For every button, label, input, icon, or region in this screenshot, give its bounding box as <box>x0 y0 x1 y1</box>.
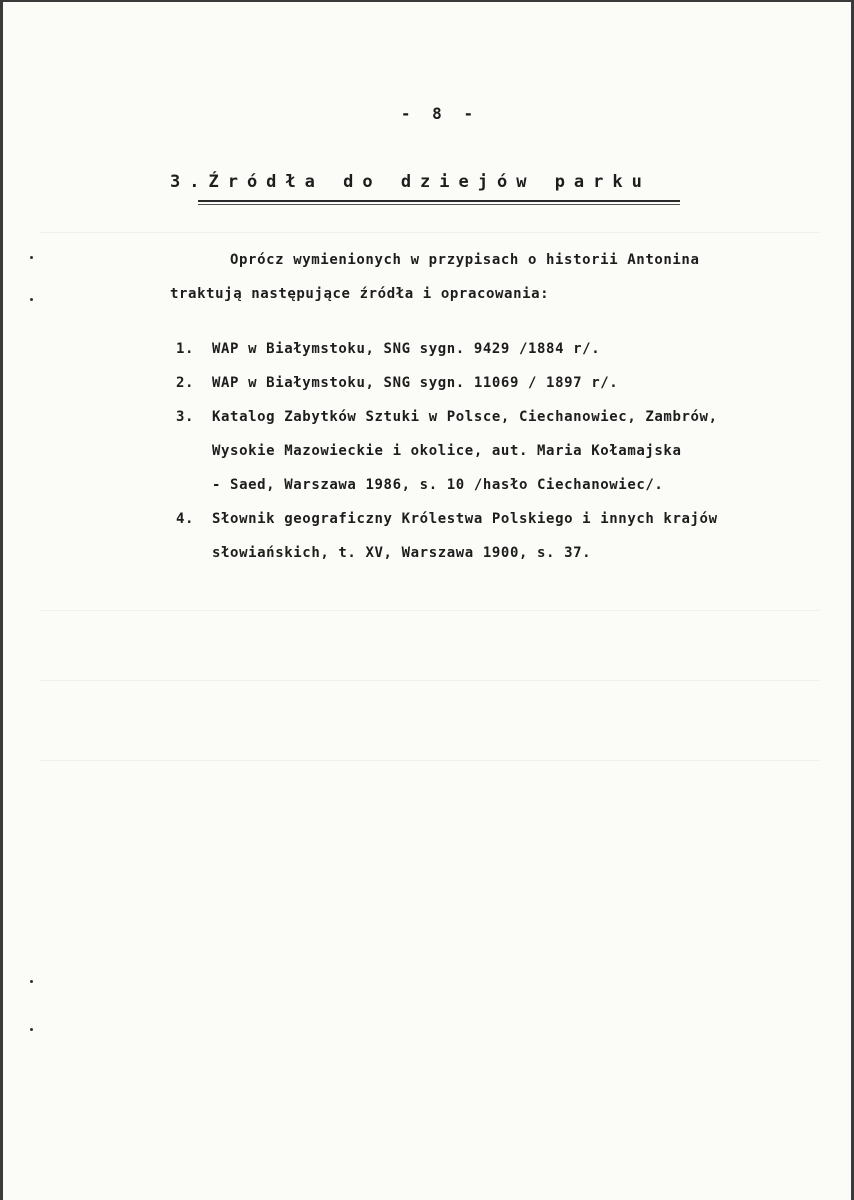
margin-mark <box>30 256 33 259</box>
list-item-number: 3. <box>176 409 195 425</box>
heading-underline <box>198 200 680 202</box>
bleed-through-line <box>40 610 820 611</box>
bleed-through-line <box>40 760 820 761</box>
section-heading: 3.Źródła do dziejów parku <box>170 172 651 192</box>
list-item-text: Wysokie Mazowieckie i okolice, aut. Maria Kołamajska <box>212 443 682 459</box>
list-item-number: 2. <box>176 375 195 391</box>
intro-line-2: traktują następujące źródła i opracowania: <box>170 286 550 302</box>
list-item-text: - Saed, Warszawa 1986, s. 10 /hasło Ciechanowiec/. <box>212 477 664 493</box>
intro-line-1: Oprócz wymienionych w przypisach o historii Antonina <box>230 252 700 268</box>
bleed-through-line <box>40 680 820 681</box>
margin-mark <box>30 298 33 301</box>
list-item-text: WAP w Białymstoku, SNG sygn. 11069 / 1897 r/. <box>212 375 619 391</box>
page-number: - 8 - <box>400 104 480 123</box>
margin-mark <box>30 980 33 983</box>
scan-edge-left <box>0 0 3 1200</box>
list-item-text: słowiańskich, t. XV, Warszawa 1900, s. 37. <box>212 545 592 561</box>
scan-edge-top <box>0 0 854 2</box>
list-item-text: WAP w Białymstoku, SNG sygn. 9429 /1884 r/. <box>212 341 601 357</box>
list-item-number: 4. <box>176 511 195 527</box>
margin-mark <box>30 1028 33 1031</box>
heading-underline-secondary <box>198 204 680 205</box>
bleed-through-line <box>40 232 820 233</box>
list-item-number: 1. <box>176 341 195 357</box>
list-item-text: Słownik geograficzny Królestwa Polskiego i innych krajów <box>212 511 718 527</box>
list-item-text: Katalog Zabytków Sztuki w Polsce, Ciechanowiec, Zambrów, <box>212 409 718 425</box>
